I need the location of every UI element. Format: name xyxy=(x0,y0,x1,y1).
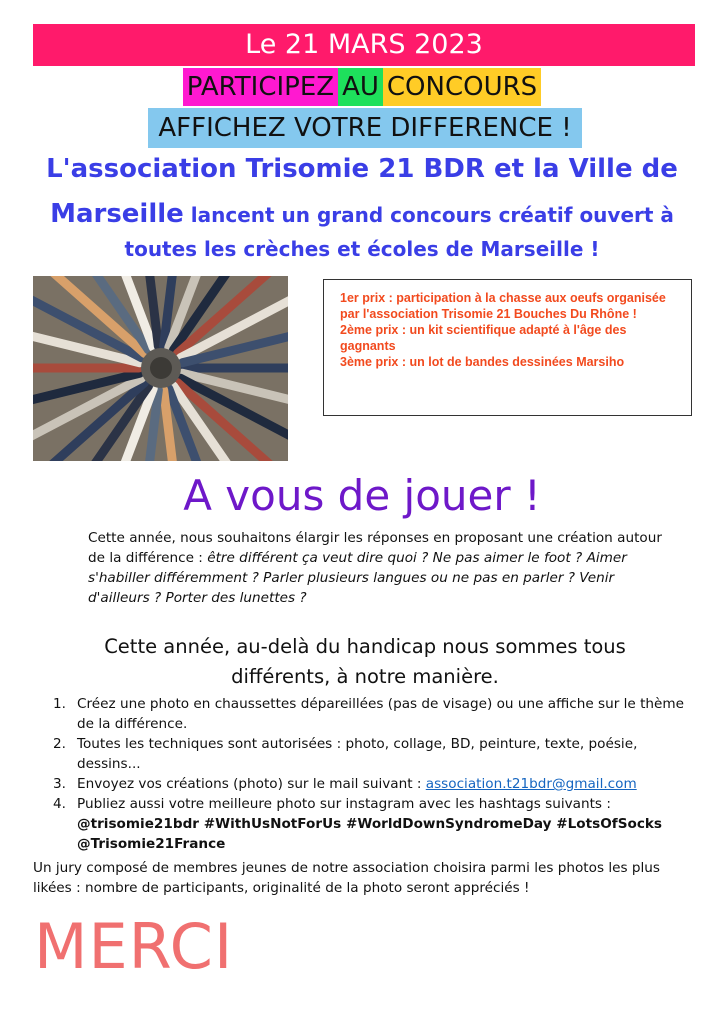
steps-list xyxy=(40,694,700,854)
call-to-action-heading: A vous de jouer ! xyxy=(183,471,541,520)
headline-line-3: toutes les crèches et écoles de Marseille ! xyxy=(124,237,600,261)
step-number: 3. xyxy=(53,776,66,792)
step-item xyxy=(40,774,700,794)
date-banner: Le 21 MARS 2023 xyxy=(33,24,695,66)
step-number: 2. xyxy=(53,736,66,752)
contest-title-row xyxy=(0,68,724,106)
step-text: Créez une photo en chaussettes dépareillées (pas de visage) ou une affiche sur le thème de la différence. xyxy=(77,696,684,732)
hashtags: @trisomie21bdr #WithUsNotForUs #WorldDownSyndromeDay #LotsOfSocks @Trisomie21France xyxy=(77,816,663,852)
headline-marseille: Marseille xyxy=(50,199,184,229)
concours-highlight: CONCOURS xyxy=(383,68,541,106)
jury-paragraph: Un jury composé de membres jeunes de notre association choisira parmi les photos les plus likées : nombre de participants, originalité de la photo seront appréciés ! xyxy=(33,860,660,896)
step-item xyxy=(40,694,700,734)
au-highlight: AU xyxy=(338,68,383,106)
intro-paragraph xyxy=(88,528,668,608)
headline-line-2 xyxy=(0,194,724,237)
step-text: Publiez aussi votre meilleure photo sur instagram avec les hashtags suivants : xyxy=(77,796,611,812)
participez-highlight: PARTICIPEZ xyxy=(183,68,338,106)
intro-plain: Cette année, nous souhaitons élargir les réponses en proposant une création autour de la différence : xyxy=(88,530,662,566)
prizes-box xyxy=(323,279,692,416)
prize-third: 3ème prix : un lot de bandes dessinées Marsiho xyxy=(340,355,625,369)
merci-text: MERCI xyxy=(34,910,234,983)
step-number: 1. xyxy=(53,696,66,712)
step-text: Envoyez vos créations (photo) sur le mail suivant : xyxy=(77,776,426,792)
headline-line-2-rest: lancent un grand concours créatif ouvert à xyxy=(183,203,674,227)
prize-first: 1er prix : participation à la chasse aux oeufs organisée par l'association Trisomie 21 Bouches Du Rhône ! xyxy=(340,291,666,321)
step-item xyxy=(40,794,700,854)
socks-circle-illustration xyxy=(33,276,288,461)
headline-line-1: L'association Trisomie 21 BDR et la Ville de xyxy=(46,154,678,184)
email-link[interactable]: association.t21bdr@gmail.com xyxy=(425,776,637,792)
affichez-banner: AFFICHEZ VOTRE DIFFERENCE ! xyxy=(148,108,582,148)
step-item xyxy=(40,734,700,774)
step-text: Toutes les techniques sont autorisées : photo, collage, BD, peinture, texte, poésie, dessins... xyxy=(77,736,638,772)
prize-second: 2ème prix : un kit scientifique adapté à l'âge des gagnants xyxy=(340,323,627,353)
step-number: 4. xyxy=(53,796,66,812)
difference-statement: Cette année, au-delà du handicap nous sommes tous différents, à notre manière. xyxy=(104,635,626,688)
intro-italic: être différent ça veut dire quoi ? Ne pas aimer le foot ? Aimer s'habiller différemment ? Parler plusieurs langues ou ne pas en parler ? Venir d'ailleurs ? Porter des lunettes ? xyxy=(88,550,627,606)
socks-circle-photo xyxy=(33,276,288,461)
